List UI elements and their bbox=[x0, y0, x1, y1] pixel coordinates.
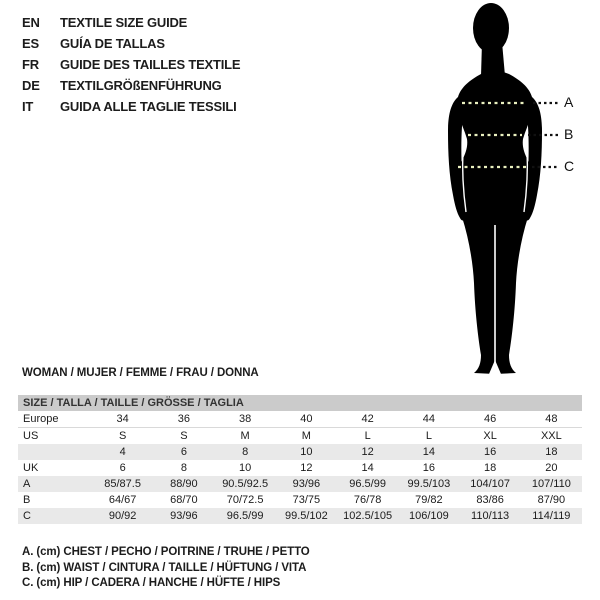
size-cell: 85/87.5 bbox=[104, 478, 141, 490]
size-cell: 8 bbox=[242, 446, 249, 458]
size-table-row bbox=[18, 444, 582, 460]
size-cell: L bbox=[425, 430, 432, 442]
size-cell: 46 bbox=[484, 413, 497, 425]
section-title: WOMAN / MUJER / FEMME / FRAU / DONNA bbox=[22, 367, 259, 379]
size-cell: 36 bbox=[177, 413, 190, 425]
size-cell: M bbox=[240, 430, 250, 442]
size-table-row bbox=[18, 428, 582, 444]
language-code: EN bbox=[22, 15, 40, 30]
size-cell: 93/96 bbox=[170, 510, 198, 522]
size-cell: 96.5/99 bbox=[226, 510, 264, 522]
size-cell: 6 bbox=[180, 446, 187, 458]
language-list bbox=[22, 12, 240, 117]
row-label: C bbox=[23, 510, 31, 522]
language-title: GUÍA DE TALLAS bbox=[60, 36, 165, 51]
size-table-row bbox=[18, 411, 582, 428]
size-cell: 96.5/99 bbox=[349, 478, 386, 490]
size-cell: 12 bbox=[361, 446, 374, 458]
size-cell: S bbox=[118, 430, 127, 442]
legend-line: B. (cm) WAIST / CINTURA / TAILLE / HÜFTUNG / VITA bbox=[22, 561, 307, 574]
size-cell: 4 bbox=[119, 446, 126, 458]
size-cell: S bbox=[180, 430, 188, 442]
size-cell: 14 bbox=[361, 462, 374, 474]
size-cell: 114/119 bbox=[532, 510, 571, 522]
woman-silhouette bbox=[415, 0, 600, 378]
size-table bbox=[18, 395, 582, 524]
size-cell: 40 bbox=[300, 413, 313, 425]
row-label: Europe bbox=[23, 413, 59, 425]
silhouette-shapes bbox=[448, 3, 542, 374]
size-cell: 110/113 bbox=[471, 510, 510, 522]
size-cell: 87/90 bbox=[537, 494, 566, 506]
row-label: A bbox=[23, 478, 31, 490]
size-cell: XL bbox=[483, 430, 497, 442]
size-cell: 18 bbox=[545, 446, 558, 458]
size-table-row bbox=[18, 508, 582, 524]
figure-area bbox=[415, 0, 600, 378]
row-label: B bbox=[23, 494, 31, 506]
size-cell: 16 bbox=[484, 446, 497, 458]
size-cell: 90/92 bbox=[108, 510, 137, 522]
legend-line: A. (cm) CHEST / PECHO / POITRINE / TRUHE / PETTO bbox=[22, 546, 310, 558]
size-cell: 38 bbox=[239, 413, 252, 425]
size-cell: L bbox=[364, 430, 371, 442]
language-title: GUIDE DES TAILLES TEXTILE bbox=[60, 57, 241, 72]
size-cell: 83/86 bbox=[476, 494, 504, 506]
language-code: FR bbox=[22, 57, 39, 72]
size-cell: 73/75 bbox=[292, 494, 321, 506]
language-title: GUIDA ALLE TAGLIE TESSILI bbox=[60, 99, 237, 114]
size-cell: 102.5/105 bbox=[343, 510, 393, 522]
size-cell: 34 bbox=[116, 413, 129, 425]
size-cell: 64/67 bbox=[108, 494, 137, 506]
language-title: TEXTILGRÖßENFÜHRUNG bbox=[60, 78, 222, 93]
marker-label-c: C bbox=[564, 158, 575, 174]
size-cell: 99.5/102 bbox=[284, 510, 328, 522]
size-cell: 44 bbox=[422, 413, 435, 425]
marker-label-a: A bbox=[564, 94, 574, 110]
size-table-body bbox=[18, 411, 582, 524]
language-row bbox=[22, 54, 240, 75]
size-cell: 48 bbox=[545, 413, 558, 425]
size-cell: 107/110 bbox=[531, 478, 571, 490]
size-cell: 10 bbox=[300, 446, 313, 458]
size-cell: 88/90 bbox=[170, 478, 198, 490]
language-code: IT bbox=[22, 99, 34, 114]
size-cell: 8 bbox=[180, 462, 187, 474]
size-table-row bbox=[18, 492, 582, 508]
row-label: US bbox=[23, 430, 39, 442]
size-cell: 70/72.5 bbox=[226, 494, 264, 506]
size-cell: 12 bbox=[300, 462, 313, 474]
size-cell: XXL bbox=[540, 430, 562, 442]
size-cell: 14 bbox=[422, 446, 435, 458]
language-code: ES bbox=[22, 36, 39, 51]
size-cell: M bbox=[301, 430, 311, 442]
size-cell: 10 bbox=[239, 462, 252, 474]
size-cell: 6 bbox=[119, 462, 126, 474]
size-cell: 42 bbox=[361, 413, 374, 425]
language-row bbox=[22, 75, 240, 96]
size-cell: 93/96 bbox=[292, 478, 321, 490]
legend-line: C. (cm) HIP / CADERA / HANCHE / HÜFTE / HIPS bbox=[22, 577, 281, 589]
size-cell: 76/78 bbox=[353, 494, 382, 506]
size-table-row bbox=[18, 476, 582, 492]
language-title: TEXTILE SIZE GUIDE bbox=[60, 15, 188, 30]
size-cell: 18 bbox=[484, 462, 497, 474]
language-row bbox=[22, 12, 240, 33]
size-table-header: SIZE / TALLA / TAILLE / GRÖSSE / TAGLIA bbox=[18, 395, 582, 411]
measurement-legend bbox=[22, 545, 310, 592]
row-label bbox=[18, 444, 92, 460]
size-table-row bbox=[18, 460, 582, 476]
size-cell: 20 bbox=[545, 462, 558, 474]
language-row bbox=[22, 96, 240, 117]
size-cell: 79/82 bbox=[415, 494, 443, 506]
size-cell: 104/107 bbox=[470, 478, 510, 490]
marker-label-b: B bbox=[564, 126, 574, 142]
size-cell: 16 bbox=[422, 462, 435, 474]
size-cell: 99.5/103 bbox=[407, 478, 451, 490]
size-cell: 68/70 bbox=[170, 494, 198, 506]
leg-gap bbox=[494, 225, 496, 367]
language-code: DE bbox=[22, 78, 40, 93]
size-cell: 106/109 bbox=[408, 510, 449, 522]
size-cell: 90.5/92.5 bbox=[222, 478, 269, 490]
row-label: UK bbox=[23, 462, 39, 474]
language-row bbox=[22, 33, 240, 54]
